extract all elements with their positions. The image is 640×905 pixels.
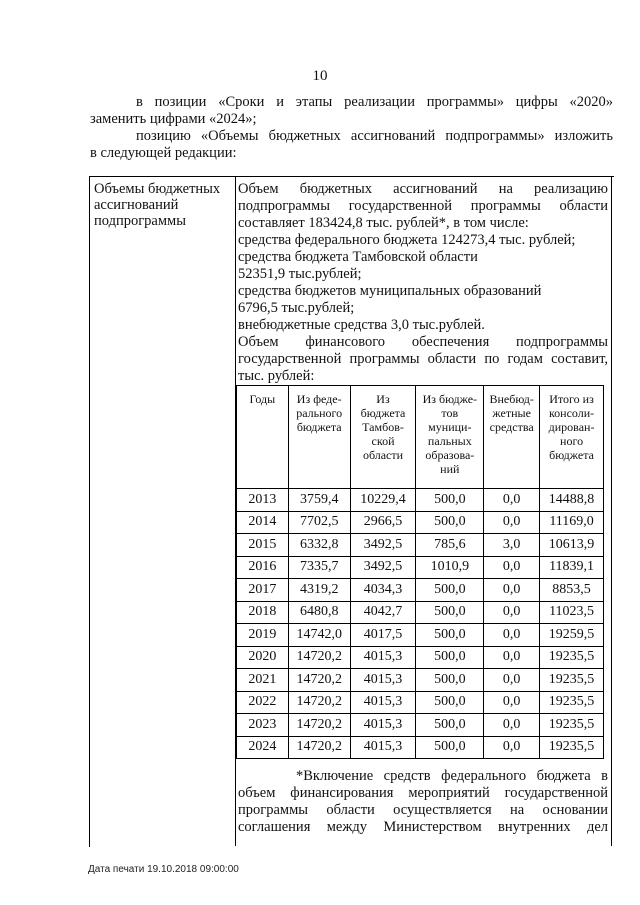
budget-line-4: средства федерального бюджета 124273,4 тыс. рублей;: [238, 232, 576, 248]
cell-municipal: 785,6: [416, 534, 484, 557]
table-row: [237, 624, 604, 647]
budget-line-10: Объем финансового обеспечения подпрограммы: [238, 334, 608, 350]
cell-municipal: 500,0: [416, 646, 484, 669]
cell-municipal: 1010,9: [416, 556, 484, 579]
table-row: [237, 736, 604, 759]
cell-regional: 4015,3: [350, 691, 416, 714]
cell-total: 8853,5: [540, 579, 604, 602]
footnote-line-2: объем финансирования мероприятий государственной: [238, 785, 608, 801]
cell-extrabudgetary: 0,0: [484, 691, 540, 714]
footnote: [238, 768, 608, 836]
header-total: Итого из консоли- дирован- ного бюджета: [540, 386, 604, 489]
cell-federal: 6332,8: [288, 534, 350, 557]
header-years: Годы: [237, 386, 289, 489]
cell-year: 2019: [237, 624, 289, 647]
table-header-row: [237, 386, 604, 489]
cell-regional: 4015,3: [350, 646, 416, 669]
table-row: [237, 646, 604, 669]
table-row: [237, 489, 604, 512]
cell-extrabudgetary: 0,0: [484, 511, 540, 534]
budget-description: [238, 181, 608, 385]
cell-municipal: 500,0: [416, 691, 484, 714]
cell-federal: 6480,8: [288, 601, 350, 624]
cell-total: 19235,5: [540, 714, 604, 737]
cell-extrabudgetary: 3,0: [484, 534, 540, 557]
cell-federal: 4319,2: [288, 579, 350, 602]
footnote-line-4: соглашения между Министерством внутренних дел: [238, 819, 608, 835]
budget-line-12: тыс. рублей:: [238, 368, 315, 384]
cell-year: 2021: [237, 669, 289, 692]
cell-regional: 4015,3: [350, 714, 416, 737]
intro-line-1: в позиции «Сроки и этапы реализации программы» цифры «2020»: [136, 94, 613, 110]
table-row: [237, 534, 604, 557]
header-extrabudgetary: Внебюд- жетные средства: [484, 386, 540, 489]
table-body: [237, 489, 604, 759]
cell-regional: 2966,5: [350, 511, 416, 534]
cell-year: 2022: [237, 691, 289, 714]
cell-regional: 4017,5: [350, 624, 416, 647]
intro-line-3: позицию «Объемы бюджетных ассигнований подпрограммы» изложить: [136, 128, 613, 144]
cell-federal: 7702,5: [288, 511, 350, 534]
budget-line-11: государственной программы области по годам составит,: [238, 351, 608, 367]
cell-municipal: 500,0: [416, 489, 484, 512]
cell-extrabudgetary: 0,0: [484, 601, 540, 624]
footnote-line-1: *Включение средств федерального бюджета в: [296, 768, 608, 784]
cell-federal: 14720,2: [288, 669, 350, 692]
budget-line-1: Объем бюджетных ассигнований на реализацию: [238, 181, 608, 197]
budget-line-3: составляет 183424,8 тыс. рублей*, в том числе:: [238, 215, 529, 231]
header-municipal: Из бюдже- тов муници- пальных образова- ний: [416, 386, 484, 489]
position-label: Объемы бюджетных ассигнований подпрограммы: [94, 181, 221, 229]
table-row: [237, 714, 604, 737]
budget-line-9: внебюджетные средства 3,0 тыс.рублей.: [238, 317, 485, 333]
cell-total: 11169,0: [540, 511, 604, 534]
cell-year: 2024: [237, 736, 289, 759]
table-row: [237, 511, 604, 534]
cell-extrabudgetary: 0,0: [484, 714, 540, 737]
cell-year: 2017: [237, 579, 289, 602]
cell-municipal: 500,0: [416, 624, 484, 647]
right-border: [611, 176, 612, 846]
cell-extrabudgetary: 0,0: [484, 669, 540, 692]
table-row: [237, 691, 604, 714]
cell-municipal: 500,0: [416, 669, 484, 692]
cell-extrabudgetary: 0,0: [484, 646, 540, 669]
cell-municipal: 500,0: [416, 579, 484, 602]
cell-total: 19235,5: [540, 669, 604, 692]
cell-municipal: 500,0: [416, 511, 484, 534]
header-federal: Из феде- рального бюджета: [288, 386, 350, 489]
cell-municipal: 500,0: [416, 601, 484, 624]
table-row: [237, 579, 604, 602]
cell-total: 19235,5: [540, 736, 604, 759]
cell-regional: 10229,4: [350, 489, 416, 512]
cell-extrabudgetary: 0,0: [484, 736, 540, 759]
cell-federal: 14720,2: [288, 646, 350, 669]
cell-total: 11023,5: [540, 601, 604, 624]
table-row: [237, 669, 604, 692]
cell-regional: 4034,3: [350, 579, 416, 602]
cell-year: 2016: [237, 556, 289, 579]
cell-total: 19235,5: [540, 691, 604, 714]
budget-line-7: средства бюджетов муниципальных образований: [238, 283, 542, 299]
cell-federal: 14720,2: [288, 691, 350, 714]
cell-federal: 14720,2: [288, 736, 350, 759]
cell-regional: 3492,5: [350, 556, 416, 579]
cell-year: 2014: [237, 511, 289, 534]
cell-year: 2015: [237, 534, 289, 557]
cell-federal: 14720,2: [288, 714, 350, 737]
budget-line-6: 52351,9 тыс.рублей;: [238, 266, 362, 282]
cell-extrabudgetary: 0,0: [484, 579, 540, 602]
header-regional: Из бюджета Тамбов- ской области: [350, 386, 416, 489]
cell-extrabudgetary: 0,0: [484, 556, 540, 579]
cell-regional: 4015,3: [350, 669, 416, 692]
budget-line-8: 6796,5 тыс.рублей;: [238, 300, 355, 316]
table-row: [237, 601, 604, 624]
footnote-line-3: программы области осуществляется на основании: [238, 802, 608, 818]
cell-extrabudgetary: 0,0: [484, 489, 540, 512]
budget-line-5: средства бюджета Тамбовской области: [238, 249, 478, 265]
table-row: [237, 556, 604, 579]
cell-year: 2018: [237, 601, 289, 624]
cell-extrabudgetary: 0,0: [484, 624, 540, 647]
cell-regional: 3492,5: [350, 534, 416, 557]
page-number: 10: [312, 68, 328, 84]
cell-federal: 3759,4: [288, 489, 350, 512]
intro-line-2: заменить цифрами «2024»;: [90, 111, 257, 127]
intro-line-4: в следующей редакции:: [90, 145, 237, 161]
cell-total: 19259,5: [540, 624, 604, 647]
budget-line-2: подпрограммы государственной программы области: [238, 198, 608, 214]
print-date: Дата печати 19.10.2018 09:00:00: [88, 864, 239, 875]
cell-regional: 4015,3: [350, 736, 416, 759]
cell-year: 2020: [237, 646, 289, 669]
cell-federal: 7335,7: [288, 556, 350, 579]
cell-year: 2023: [237, 714, 289, 737]
cell-total: 11839,1: [540, 556, 604, 579]
cell-total: 10613,9: [540, 534, 604, 557]
cell-total: 14488,8: [540, 489, 604, 512]
financing-table: [236, 385, 604, 759]
cell-municipal: 500,0: [416, 736, 484, 759]
cell-municipal: 500,0: [416, 714, 484, 737]
intro-text: [90, 94, 613, 162]
cell-total: 19235,5: [540, 646, 604, 669]
cell-federal: 14742,0: [288, 624, 350, 647]
cell-regional: 4042,7: [350, 601, 416, 624]
cell-year: 2013: [237, 489, 289, 512]
